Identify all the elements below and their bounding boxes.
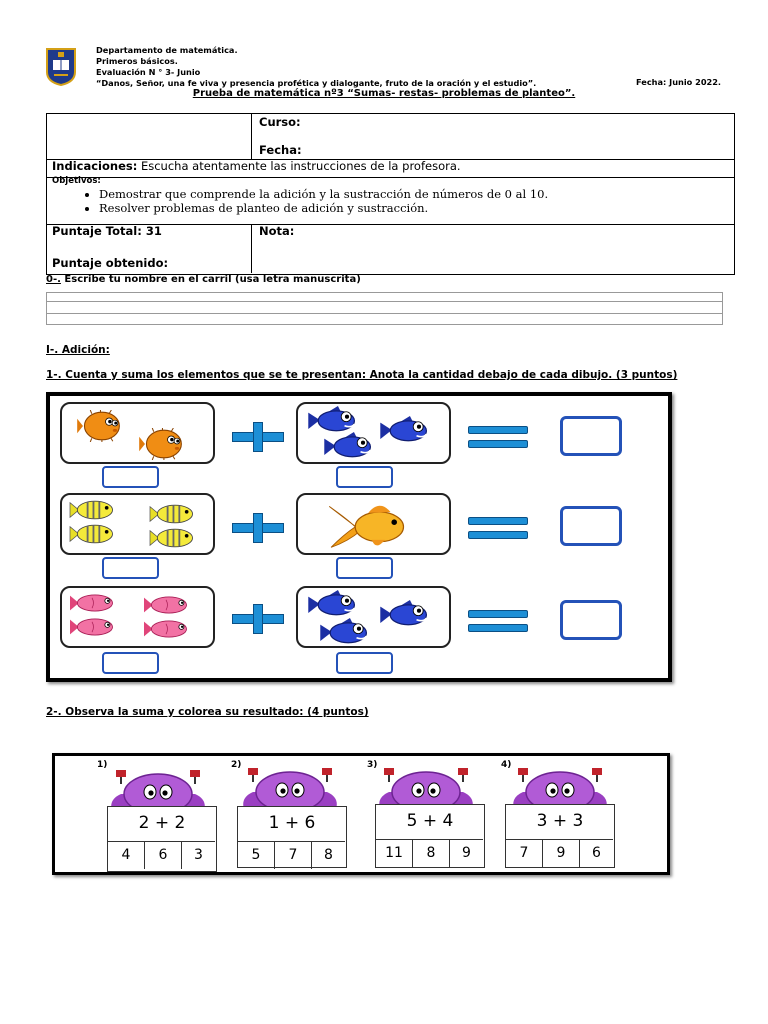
yellow-striped-fish-picture (60, 493, 215, 555)
item-number: 3) (367, 760, 378, 770)
fecha-label: Fecha: (259, 143, 302, 157)
pink-fish-picture (60, 586, 215, 648)
rail-number: 0-. (46, 274, 61, 285)
blue-fish-picture (296, 402, 451, 464)
sum-expression: 2 + 2 (138, 813, 186, 833)
sum-card (107, 806, 217, 872)
answer-option[interactable]: 5 (238, 841, 274, 869)
fish-addition-exercise (46, 392, 672, 682)
school-crest-icon (46, 48, 76, 86)
answer-box[interactable] (102, 466, 159, 488)
grade-line: Primeros básicos. (96, 56, 178, 66)
answer-box[interactable] (102, 557, 159, 579)
plus-sign (232, 604, 282, 632)
robot-sums-exercise (52, 753, 670, 875)
item-number: 2) (231, 760, 242, 770)
evaluation-line: Evaluación N ° 3- Junio (96, 67, 201, 77)
question-1: 1-. Cuenta y suma los elementos que se te presentan: Anota la cantidad debajo de cada dibujo. (3 puntos) (46, 369, 678, 381)
department-line: Departamento de matemática. (96, 45, 238, 55)
answer-box[interactable] (336, 652, 393, 674)
answer-option[interactable]: 9 (542, 839, 579, 867)
equals-sign (468, 515, 526, 539)
result-box[interactable] (560, 416, 622, 456)
indicaciones-label: Indicaciones: (52, 159, 138, 173)
sum-card (375, 804, 485, 868)
objetivos-label: Objetivos: (52, 176, 101, 186)
equals-sign (468, 424, 526, 448)
plus-sign (232, 513, 282, 541)
indicaciones-text: Escucha atentamente las instrucciones de la profesora. (140, 159, 461, 173)
student-info-table (46, 113, 735, 275)
result-box[interactable] (560, 600, 622, 640)
objetivos-list (75, 187, 739, 215)
sum-card (505, 804, 615, 868)
goldfish-picture (296, 493, 451, 555)
puntaje-total: Puntaje Total: 31 (52, 224, 162, 238)
answer-option[interactable]: 7 (506, 839, 542, 867)
exam-title: Prueba de matemática nº3 “Sumas- restas- problemas de planteo”. (192, 88, 576, 99)
item-number: 1) (97, 760, 108, 770)
school-motto: “Danos, Señor, una fe viva y presencia profética y dialogante, fruto de la oración y el estudio”. (96, 78, 537, 88)
rail-text: Escribe tu nombre en el carril (usa letra manuscrita) (64, 274, 361, 285)
nota-label: Nota: (259, 224, 295, 238)
question-2: 2-. Observa la suma y colorea su resultado: (4 puntos) (46, 706, 369, 718)
blue-fish-picture (296, 586, 451, 648)
answer-option[interactable]: 8 (311, 841, 345, 869)
handwriting-rail[interactable] (46, 292, 723, 326)
sum-expression: 5 + 4 (406, 811, 454, 831)
plus-sign (232, 422, 282, 450)
sum-expression: 1 + 6 (268, 813, 316, 833)
equals-sign (468, 608, 526, 632)
sum-card (237, 806, 347, 868)
sum-expression: 3 + 3 (536, 811, 584, 831)
section-adicion-title: I-. Adición: (46, 344, 110, 356)
answer-option[interactable]: 3 (181, 841, 215, 869)
answer-option[interactable]: 4 (108, 841, 144, 869)
answer-option[interactable]: 6 (144, 841, 181, 869)
answer-option[interactable]: 8 (412, 839, 449, 867)
answer-box[interactable] (336, 466, 393, 488)
school-header (96, 45, 536, 89)
result-box[interactable] (560, 506, 622, 546)
answer-option[interactable]: 9 (449, 839, 483, 867)
exam-date: Fecha: Junio 2022. (636, 77, 722, 87)
puntaje-obtenido-label: Puntaje obtenido: (52, 256, 169, 270)
item-number: 4) (501, 760, 512, 770)
objetivo-item: • Demostrar que comprende la adición y la sustracción de números de 0 al 10. (99, 187, 739, 201)
answer-box[interactable] (336, 557, 393, 579)
rail-instruction (46, 274, 361, 285)
pufferfish-picture (60, 402, 215, 464)
answer-option[interactable]: 6 (579, 839, 613, 867)
objetivo-item: • Resolver problemas de planteo de adición y sustracción. (99, 201, 739, 215)
curso-label: Curso: (259, 115, 301, 129)
answer-option[interactable]: 7 (274, 841, 311, 869)
indicaciones-row (52, 159, 461, 173)
answer-option[interactable]: 11 (376, 839, 412, 867)
answer-box[interactable] (102, 652, 159, 674)
name-field[interactable] (47, 114, 251, 159)
